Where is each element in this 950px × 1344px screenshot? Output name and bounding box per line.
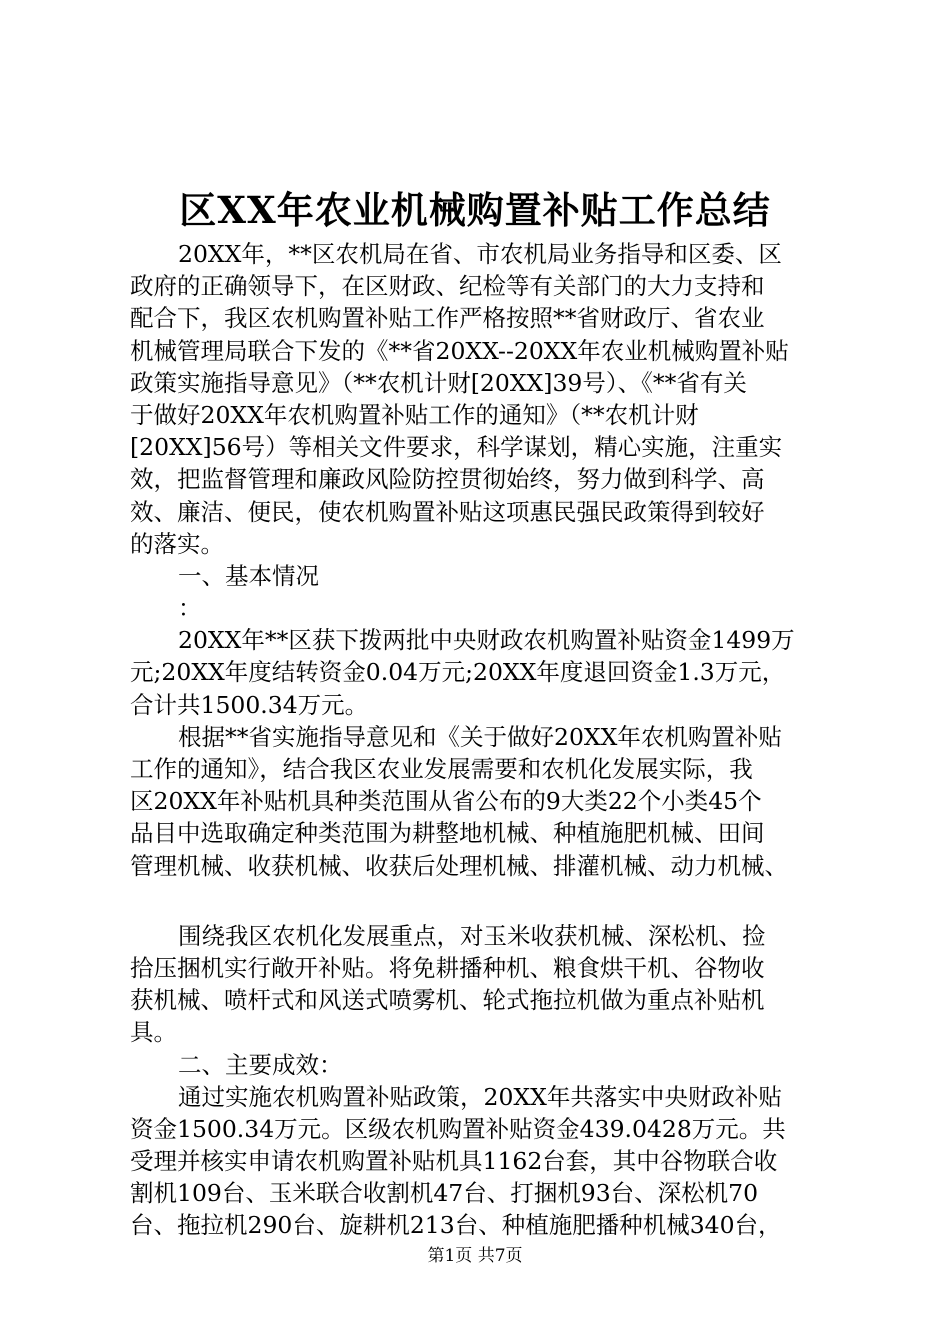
paragraph-line: 效、廉洁、便民，使农机购置补贴这项惠民强民政策得到较好 xyxy=(130,497,765,526)
paragraph-line: 政策实施指导意见》（**农机计财[20XX]39号）、《**省有关 xyxy=(130,368,747,397)
document-title: 区XX年农业机械购置补贴工作总结 xyxy=(179,188,771,232)
paragraph-line: 机械管理局联合下发的《**省20XX--20XX年农业机械购置补贴 xyxy=(130,336,789,365)
paragraph-line: 根据**省实施指导意见和《关于做好20XX年农机购置补贴 xyxy=(178,722,782,751)
paragraph-line: 受理并核实申请农机购置补贴机具1162台套，其中谷物联合收 xyxy=(130,1147,778,1176)
paragraph-line: 品目中选取确定种类范围为耕整地机械、种植施肥机械、田间 xyxy=(130,819,765,848)
paragraph-line: 效，把监督管理和廉政风险防控贯彻始终，努力做到科学、高 xyxy=(130,465,765,494)
paragraph-line: ： xyxy=(178,594,202,623)
paragraph-line: [20XX]56号）等相关文件要求，科学谋划，精心实施，注重实 xyxy=(130,433,783,462)
paragraph-line: 拾压捆机实行敞开补贴。将免耕播种机、粮食烘干机、谷物收 xyxy=(130,953,765,982)
document-body xyxy=(130,238,830,1242)
paragraph-line: 合计共1500.34万元。 xyxy=(130,690,369,719)
paragraph-line: 20XX年，**区农机局在省、市农机局业务指导和区委、区 xyxy=(178,240,782,268)
paragraph-line: 割机109台、玉米联合收割机47台、打捆机93台、深松机70 xyxy=(130,1179,759,1208)
paragraph-line: 元;20XX年度结转资金0.04万元;20XX年度退回资金1.3万元， xyxy=(130,658,786,687)
paragraph-line: 的落实。 xyxy=(130,529,224,558)
paragraph-line: 于做好20XX年农机购置补贴工作的通知》（**农机计财 xyxy=(130,400,699,429)
page-footer: 第1页 共7页 xyxy=(427,1246,523,1266)
paragraph-line: 工作的通知》，结合我区农业发展需要和农机化发展实际，我 xyxy=(130,755,753,783)
section-heading: 一、基本情况 xyxy=(178,561,319,590)
blank-line xyxy=(130,882,830,920)
paragraph-line: 获机械、喷杆式和风送式喷雾机、轮式拖拉机做为重点补贴机 xyxy=(130,986,765,1015)
paragraph-line: 区20XX年补贴机具种类范围从省公布的9大类22个小类45个 xyxy=(130,787,762,816)
paragraph-line: 政府的正确领导下，在区财政、纪检等有关部门的大力支持和 xyxy=(130,272,765,301)
paragraph-line: 围绕我区农机化发展重点，对玉米收获机械、深松机、捡 xyxy=(178,921,766,950)
paragraph-line: 管理机械、收获机械、收获后处理机械、排灌机械、动力机械、 xyxy=(130,851,788,880)
paragraph-line: 资金1500.34万元。区级农机购置补贴资金439.0428万元。共 xyxy=(130,1114,786,1143)
paragraph-line: 通过实施农机购置补贴政策，20XX年共落实中央财政补贴 xyxy=(178,1082,782,1111)
paragraph-line: 台、拖拉机290台、旋耕机213台、种植施肥播种机械340台， xyxy=(130,1211,782,1240)
paragraph-line: 具。 xyxy=(130,1018,177,1047)
paragraph-line: 配合下，我区农机购置补贴工作严格按照**省财政厅、省农业 xyxy=(130,304,765,333)
paragraph-line: 20XX年**区获下拨两批中央财政农机购置补贴资金1499万 xyxy=(178,626,795,655)
section-heading: 二、主要成效： xyxy=(178,1050,343,1079)
